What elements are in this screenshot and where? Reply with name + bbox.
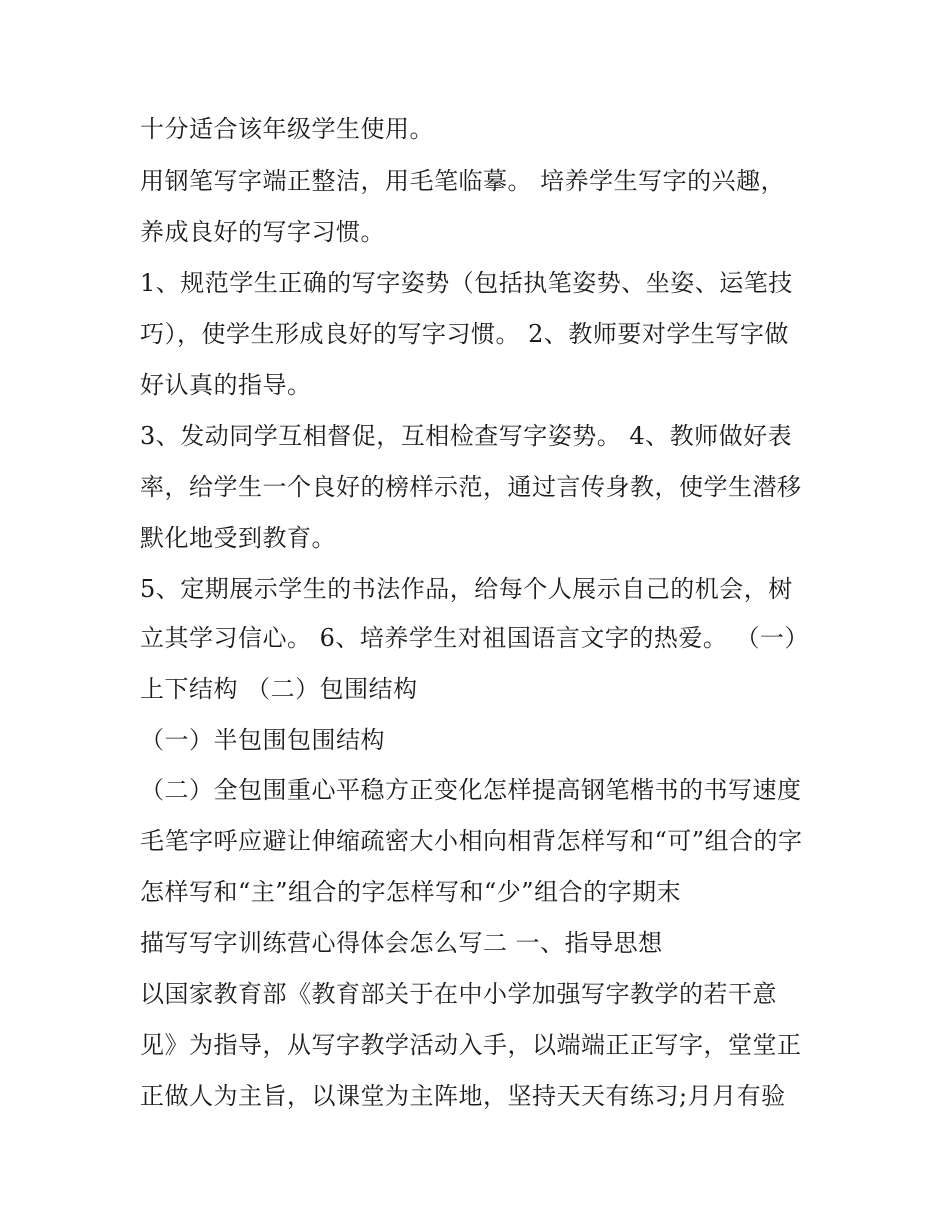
text-line: 1、规范学生正确的写字姿势（包括执笔姿势、坐姿、运笔技 <box>140 269 793 297</box>
text-line: 巧），使学生形成良好的写字习惯。 2、教师要对学生写字做 <box>140 320 789 348</box>
text-line: 描写写字训练营心得体会怎么写二 一、指导思想 <box>140 929 663 957</box>
text-line: （一）半包围包围结构 <box>140 726 385 754</box>
text-line: 养成良好的写字习惯。 <box>140 218 385 246</box>
text-line: 正做人为主旨，以课堂为主阵地，坚持天天有练习;月月有验 <box>140 1082 786 1110</box>
text-line: （二）全包围重心平稳方正变化怎样提高钢笔楷书的书写速度 <box>140 776 802 804</box>
text-line: 默化地受到教育。 <box>140 524 336 552</box>
text-line: 用钢笔写字端正整洁，用毛笔临摹。 培养学生写字的兴趣， <box>140 167 786 195</box>
text-line: 见》为指导，从写字教学活动入手，以端端正正写字，堂堂正 <box>140 1031 802 1059</box>
text-line: 率，给学生一个良好的榜样示范，通过言传身教，使学生潜移 <box>140 473 802 501</box>
text-line: 好认真的指导。 <box>140 371 312 399</box>
text-line: 立其学习信心。 6、培养学生对祖国语言文字的热爱。 （一） <box>140 624 810 652</box>
text-line: 十分适合该年级学生使用。 <box>140 115 434 143</box>
text-line: 5、定期展示学生的书法作品，给每个人展示自己的机会，树 <box>140 575 793 603</box>
text-line: 3、发动同学互相督促，互相检查写字姿势。 4、教师做好表 <box>140 422 793 450</box>
text-line: 毛笔字呼应避让伸缩疏密大小相向相背怎样写和“可”组合的字 <box>140 827 803 855</box>
text-line: 上下结构 （二）包围结构 <box>140 675 418 703</box>
text-line: 以国家教育部《教育部关于在中小学加强写字教学的若干意 <box>140 980 777 1008</box>
text-line: 怎样写和“主”组合的字怎样写和“少”组合的字期末 <box>140 878 682 906</box>
